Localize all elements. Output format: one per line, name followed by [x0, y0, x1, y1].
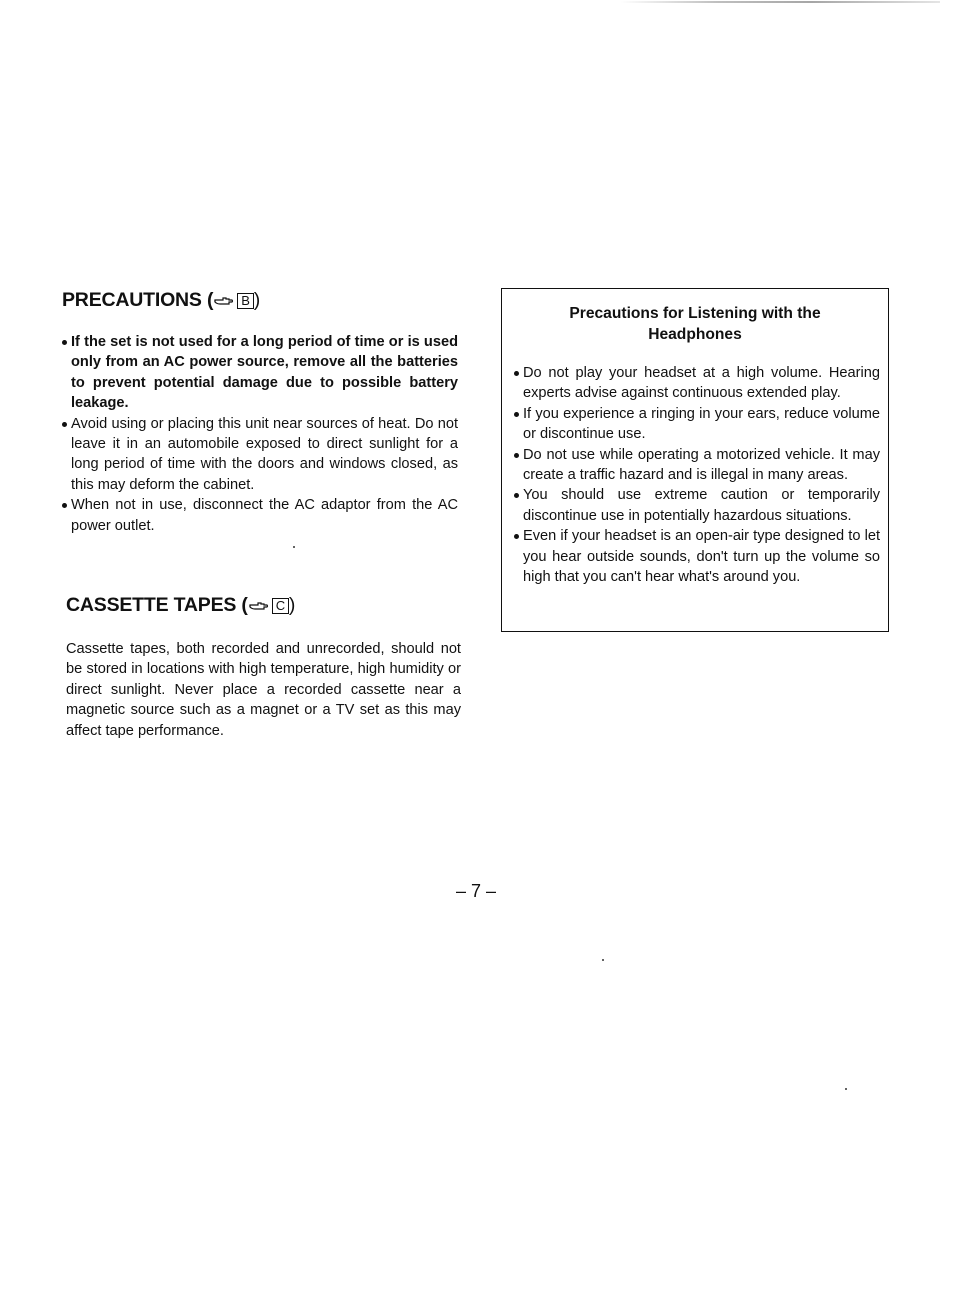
headphones-item-caution: You should use extreme caution or temporarily discontinue use in potentially hazardous situations. — [514, 485, 880, 526]
precautions-item-batteries: If the set is not used for a long period of time or is used only from an AC power source, remove all the batteries to prevent potential damage due to possible battery leakage. — [62, 332, 458, 414]
cassette-title-close: ) — [288, 594, 296, 616]
headphones-box-title-line1: Precautions for Listening with the — [569, 305, 821, 322]
precautions-heading — [62, 289, 260, 312]
cassette-heading — [66, 594, 295, 617]
headphones-box-title — [502, 303, 888, 345]
headphones-box-list — [514, 363, 880, 587]
headphones-item-vehicle: Do not use while operating a motorized vehicle. It may create a traffic hazard and is illegal in many areas. — [514, 445, 880, 486]
scan-speck — [293, 546, 295, 548]
precautions-title-close: ) — [253, 289, 261, 311]
figure-ref-c: C — [272, 598, 289, 614]
precautions-item-ac-adaptor: When not in use, disconnect the AC adaptor from the AC power outlet. — [62, 495, 458, 536]
scan-speck — [845, 1088, 847, 1090]
precautions-item-heat: Avoid using or placing this unit near sources of heat. Do not leave it in an automobile exposed to direct sunlight for a long period of time with the doors and windows closed, as this may deform the cabinet. — [62, 414, 458, 496]
precautions-title: PRECAUTIONS ( — [62, 289, 214, 311]
headphones-item-open-air: Even if your headset is an open-air type designed to let you hear outside sounds, don't turn up the volume so high that you can't hear what's around you. — [514, 526, 880, 587]
scan-speck — [602, 959, 604, 961]
headphones-precautions-box — [501, 288, 889, 632]
pointing-hand-icon — [214, 296, 234, 306]
cassette-title: CASSETTE TAPES ( — [66, 594, 248, 616]
scan-artifact-line — [620, 1, 940, 3]
pointing-hand-icon — [249, 601, 269, 611]
cassette-body: Cassette tapes, both recorded and unrecorded, should not be stored in locations with high temperature, high humidity or direct sunlight. Never place a recorded cassette near a magnetic source such as a magnet or a TV set as this may affect tape performance. — [66, 641, 461, 739]
headphones-box-title-line2: Headphones — [648, 326, 742, 343]
headphones-item-ringing: If you experience a ringing in your ears, reduce volume or discontinue use. — [514, 404, 880, 445]
page-number: – 7 – — [456, 881, 497, 901]
headphones-item-volume: Do not play your headset at a high volume. Hearing experts advise against continuous extended play. — [514, 363, 880, 404]
precautions-list — [62, 332, 458, 536]
figure-ref-b: B — [237, 293, 253, 309]
